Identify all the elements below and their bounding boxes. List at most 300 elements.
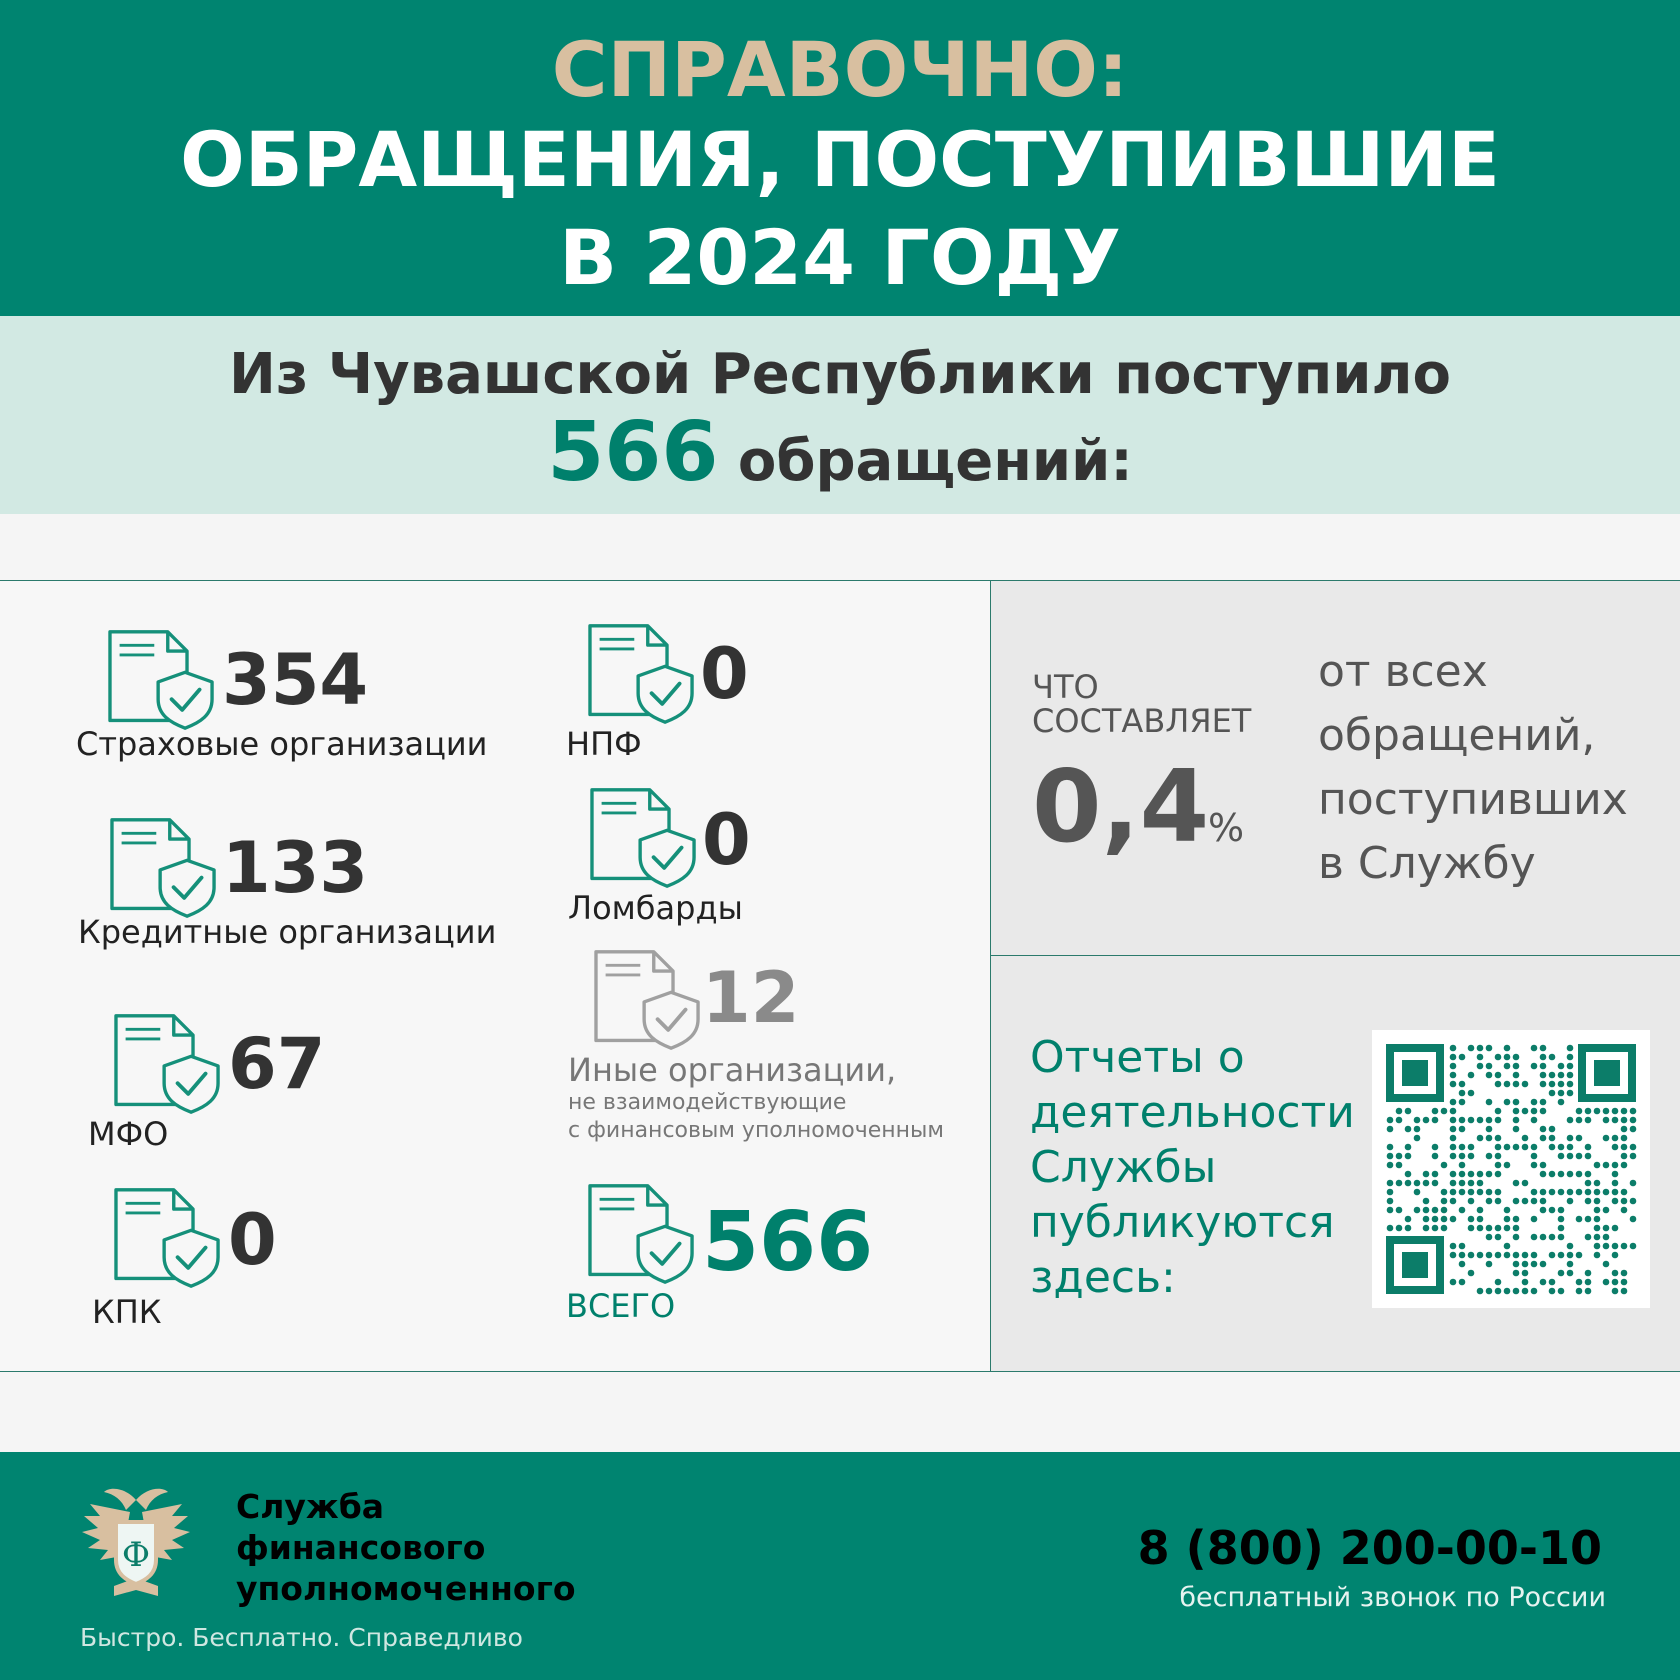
qr-module <box>1576 1252 1583 1259</box>
qr-module <box>1504 1045 1511 1052</box>
qr-module <box>1549 1081 1556 1088</box>
document-shield-check-icon <box>584 622 699 726</box>
qr-module <box>1459 1081 1466 1088</box>
qr-module <box>1621 1243 1628 1250</box>
qr-module <box>1594 1162 1601 1169</box>
stat-npf-label: НПФ <box>566 725 642 763</box>
qr-module <box>1558 1144 1565 1151</box>
qr-module <box>1513 1261 1520 1268</box>
qr-module <box>1630 1198 1637 1205</box>
qr-module <box>1558 1225 1565 1232</box>
qr-module <box>1621 1117 1628 1124</box>
qr-module <box>1621 1108 1628 1115</box>
qr-module <box>1405 1153 1412 1160</box>
qr-module <box>1486 1063 1493 1070</box>
qr-module <box>1486 1261 1493 1268</box>
qr-module <box>1558 1081 1565 1088</box>
qr-module <box>1459 1117 1466 1124</box>
qr-module <box>1405 1225 1412 1232</box>
qr-module <box>1468 1090 1475 1097</box>
qr-module <box>1576 1117 1583 1124</box>
reports-text-line: публикуются <box>1030 1197 1335 1248</box>
qr-module <box>1396 1180 1403 1187</box>
footer-phone[interactable]: 8 (800) 200-00-10 <box>1137 1521 1602 1575</box>
qr-module <box>1531 1216 1538 1223</box>
qr-module <box>1405 1144 1412 1151</box>
qr-module <box>1603 1261 1610 1268</box>
qr-module <box>1504 1099 1511 1106</box>
qr-module <box>1423 1117 1430 1124</box>
qr-module <box>1630 1144 1637 1151</box>
qr-module <box>1621 1135 1628 1142</box>
share-description-line: от всех <box>1318 646 1488 697</box>
qr-module <box>1477 1117 1484 1124</box>
qr-module <box>1540 1126 1547 1133</box>
qr-module <box>1513 1225 1520 1232</box>
qr-module <box>1450 1252 1457 1259</box>
qr-module <box>1531 1144 1538 1151</box>
qr-module <box>1549 1090 1556 1097</box>
qr-module <box>1513 1054 1520 1061</box>
share-description-line: обращений, <box>1318 710 1596 761</box>
qr-module <box>1558 1099 1565 1106</box>
qr-module <box>1585 1198 1592 1205</box>
qr-module <box>1495 1072 1502 1079</box>
qr-module <box>1468 1252 1475 1259</box>
qr-module <box>1558 1072 1565 1079</box>
qr-module <box>1522 1288 1529 1295</box>
qr-module <box>1531 1045 1538 1052</box>
qr-module <box>1495 1117 1502 1124</box>
qr-module <box>1495 1189 1502 1196</box>
qr-module <box>1549 1072 1556 1079</box>
qr-module <box>1522 1252 1529 1259</box>
qr-module <box>1405 1171 1412 1178</box>
summary-banner <box>0 316 1680 514</box>
qr-module <box>1567 1243 1574 1250</box>
qr-module <box>1576 1171 1583 1178</box>
stat-mfo-value: 67 <box>228 1023 326 1105</box>
qr-module <box>1486 1153 1493 1160</box>
qr-module <box>1549 1171 1556 1178</box>
stat-other-value: 12 <box>702 957 800 1039</box>
qr-module <box>1549 1054 1556 1061</box>
qr-module <box>1468 1216 1475 1223</box>
qr-module <box>1387 1189 1394 1196</box>
qr-module <box>1468 1144 1475 1151</box>
qr-module <box>1495 1198 1502 1205</box>
qr-module <box>1414 1189 1421 1196</box>
qr-module <box>1522 1135 1529 1142</box>
qr-module <box>1513 1216 1520 1223</box>
header-banner <box>0 0 1680 316</box>
qr-module <box>1414 1207 1421 1214</box>
reports-text-line: здесь: <box>1030 1252 1176 1303</box>
qr-module <box>1459 1189 1466 1196</box>
qr-module <box>1513 1099 1520 1106</box>
qr-module <box>1414 1126 1421 1133</box>
qr-module <box>1612 1288 1619 1295</box>
reports-text-line: деятельности <box>1030 1087 1355 1138</box>
qr-module <box>1495 1144 1502 1151</box>
qr-module <box>1450 1180 1457 1187</box>
qr-module <box>1558 1288 1565 1295</box>
qr-module <box>1531 1261 1538 1268</box>
qr-module <box>1612 1144 1619 1151</box>
qr-module <box>1576 1189 1583 1196</box>
qr-module <box>1486 1045 1493 1052</box>
stat-credit-value: 133 <box>222 827 369 909</box>
qr-module <box>1531 1099 1538 1106</box>
qr-module <box>1621 1189 1628 1196</box>
qr-module <box>1513 1108 1520 1115</box>
qr-module <box>1567 1072 1574 1079</box>
qr-module <box>1432 1144 1439 1151</box>
qr-module <box>1621 1279 1628 1286</box>
qr-module <box>1387 1162 1394 1169</box>
qr-module <box>1576 1288 1583 1295</box>
summary-total-unit: обращений: <box>737 429 1133 494</box>
qr-module <box>1450 1153 1457 1160</box>
qr-module <box>1567 1270 1574 1277</box>
qr-module <box>1423 1198 1430 1205</box>
qr-module <box>1594 1252 1601 1259</box>
qr-module <box>1567 1045 1574 1052</box>
qr-module <box>1477 1288 1484 1295</box>
qr-module <box>1468 1117 1475 1124</box>
qr-module <box>1387 1198 1394 1205</box>
qr-module <box>1594 1243 1601 1250</box>
summary-total-value: 566 <box>547 405 719 500</box>
document-shield-check-icon <box>106 816 221 920</box>
qr-module <box>1549 1288 1556 1295</box>
stat-insurance-label: Страховые организации <box>76 725 488 763</box>
qr-module <box>1396 1108 1403 1115</box>
qr-module <box>1522 1261 1529 1268</box>
qr-module <box>1459 1126 1466 1133</box>
qr-module <box>1549 1279 1556 1286</box>
qr-module <box>1603 1135 1610 1142</box>
qr-module <box>1522 1108 1529 1115</box>
qr-module <box>1486 1117 1493 1124</box>
qr-module <box>1513 1198 1520 1205</box>
stat-credit-label: Кредитные организации <box>78 913 497 951</box>
qr-module <box>1405 1180 1412 1187</box>
qr-module <box>1450 1126 1457 1133</box>
document-shield-check-icon <box>104 628 219 732</box>
qr-module <box>1504 1207 1511 1214</box>
qr-module <box>1612 1252 1619 1259</box>
qr-module <box>1504 1225 1511 1232</box>
qr-module <box>1612 1189 1619 1196</box>
qr-module <box>1459 1171 1466 1178</box>
qr-module <box>1495 1081 1502 1088</box>
qr-module <box>1441 1198 1448 1205</box>
qr-module <box>1603 1279 1610 1286</box>
qr-module <box>1432 1216 1439 1223</box>
qr-module <box>1612 1135 1619 1142</box>
qr-module <box>1495 1153 1502 1160</box>
qr-module <box>1477 1045 1484 1052</box>
qr-module <box>1612 1279 1619 1286</box>
qr-module <box>1531 1288 1538 1295</box>
qr-module <box>1567 1144 1574 1151</box>
qr-module <box>1594 1180 1601 1187</box>
header-title-line1: ОБРАЩЕНИЯ, ПОСТУПИВШИЕ <box>180 115 1500 204</box>
qr-module <box>1441 1162 1448 1169</box>
qr-module <box>1603 1225 1610 1232</box>
share-caption-line2: СОСТАВЛЯЕТ <box>1032 702 1252 740</box>
qr-module <box>1612 1270 1619 1277</box>
qr-module <box>1396 1117 1403 1124</box>
qr-module <box>1459 1279 1466 1286</box>
qr-module <box>1396 1225 1403 1232</box>
qr-module <box>1468 1270 1475 1277</box>
qr-module <box>1567 1081 1574 1088</box>
qr-module <box>1486 1099 1493 1106</box>
qr-module <box>1495 1108 1502 1115</box>
qr-module <box>1576 1108 1583 1115</box>
qr-module <box>1423 1216 1430 1223</box>
qr-module <box>1567 1261 1574 1268</box>
qr-module <box>1549 1234 1556 1241</box>
qr-module <box>1495 1135 1502 1142</box>
qr-module <box>1459 1144 1466 1151</box>
qr-module <box>1450 1081 1457 1088</box>
qr-module <box>1585 1144 1592 1151</box>
qr-module <box>1441 1189 1448 1196</box>
qr-module <box>1477 1207 1484 1214</box>
qr-module <box>1504 1216 1511 1223</box>
qr-module <box>1396 1207 1403 1214</box>
qr-module <box>1531 1108 1538 1115</box>
qr-module <box>1612 1180 1619 1187</box>
qr-module <box>1531 1063 1538 1070</box>
qr-module <box>1549 1144 1556 1151</box>
qr-code[interactable] <box>1372 1030 1650 1308</box>
qr-module <box>1522 1279 1529 1286</box>
qr-module <box>1504 1288 1511 1295</box>
qr-module <box>1513 1252 1520 1259</box>
qr-module <box>1477 1225 1484 1232</box>
qr-module <box>1450 1171 1457 1178</box>
qr-module <box>1432 1117 1439 1124</box>
qr-module <box>1558 1207 1565 1214</box>
qr-module <box>1585 1153 1592 1160</box>
qr-module <box>1432 1207 1439 1214</box>
qr-module <box>1423 1207 1430 1214</box>
qr-module <box>1477 1054 1484 1061</box>
qr-module <box>1405 1108 1412 1115</box>
qr-module <box>1459 1180 1466 1187</box>
qr-module <box>1558 1090 1565 1097</box>
qr-module <box>1549 1252 1556 1259</box>
qr-module <box>1486 1135 1493 1142</box>
qr-module <box>1612 1117 1619 1124</box>
qr-module <box>1468 1153 1475 1160</box>
stat-mfo-label: МФО <box>88 1115 169 1153</box>
summary-total-line <box>0 405 1680 507</box>
qr-module <box>1594 1189 1601 1196</box>
qr-module <box>1594 1225 1601 1232</box>
qr-module <box>1387 1126 1394 1133</box>
qr-module <box>1477 1216 1484 1223</box>
footer-org-name: Служба <box>236 1487 385 1526</box>
qr-module <box>1540 1162 1547 1169</box>
qr-module <box>1441 1108 1448 1115</box>
qr-module <box>1513 1063 1520 1070</box>
qr-module <box>1495 1288 1502 1295</box>
qr-module <box>1486 1252 1493 1259</box>
qr-module <box>1540 1045 1547 1052</box>
qr-module <box>1594 1198 1601 1205</box>
qr-module <box>1504 1054 1511 1061</box>
stat-kpk-label: КПК <box>92 1293 162 1331</box>
qr-module <box>1558 1270 1565 1277</box>
qr-module <box>1594 1216 1601 1223</box>
qr-module <box>1594 1234 1601 1241</box>
qr-module <box>1621 1153 1628 1160</box>
qr-module <box>1477 1135 1484 1142</box>
qr-module <box>1432 1108 1439 1115</box>
qr-module <box>1459 1243 1466 1250</box>
footer-slogan: Быстро. Бесплатно. Справедливо <box>80 1623 523 1652</box>
qr-module <box>1414 1135 1421 1142</box>
qr-module <box>1468 1225 1475 1232</box>
document-shield-check-icon <box>110 1186 225 1290</box>
qr-module <box>1549 1189 1556 1196</box>
qr-module <box>1459 1153 1466 1160</box>
qr-module <box>1504 1063 1511 1070</box>
qr-module <box>1504 1252 1511 1259</box>
document-shield-check-icon <box>584 1182 699 1286</box>
qr-module <box>1540 1207 1547 1214</box>
qr-module <box>1621 1162 1628 1169</box>
qr-module <box>1621 1198 1628 1205</box>
qr-module <box>1468 1189 1475 1196</box>
qr-module <box>1567 1153 1574 1160</box>
share-description-line: в Службу <box>1318 838 1536 889</box>
qr-module <box>1612 1171 1619 1178</box>
qr-module <box>1630 1108 1637 1115</box>
qr-module <box>1567 1090 1574 1097</box>
stat-total-value: 566 <box>702 1195 874 1290</box>
qr-module <box>1585 1279 1592 1286</box>
qr-module <box>1441 1216 1448 1223</box>
qr-module <box>1630 1243 1637 1250</box>
share-description-line: поступивших <box>1318 774 1628 825</box>
qr-module <box>1513 1180 1520 1187</box>
qr-module <box>1558 1189 1565 1196</box>
qr-module <box>1540 1081 1547 1088</box>
qr-module <box>1432 1153 1439 1160</box>
qr-module <box>1387 1144 1394 1151</box>
qr-module <box>1540 1063 1547 1070</box>
document-shield-check-icon <box>586 786 701 890</box>
qr-module <box>1468 1180 1475 1187</box>
qr-module <box>1585 1171 1592 1178</box>
stat-npf-value: 0 <box>700 633 749 715</box>
qr-module <box>1450 1099 1457 1106</box>
qr-module <box>1495 1162 1502 1169</box>
qr-module <box>1486 1072 1493 1079</box>
qr-module <box>1405 1126 1412 1133</box>
qr-module <box>1531 1153 1538 1160</box>
qr-module <box>1558 1252 1565 1259</box>
qr-module <box>1486 1126 1493 1133</box>
qr-module <box>1549 1207 1556 1214</box>
qr-module <box>1459 1207 1466 1214</box>
qr-module <box>1387 1180 1394 1187</box>
qr-module <box>1567 1171 1574 1178</box>
qr-module <box>1450 1243 1457 1250</box>
document-shield-check-icon <box>110 1012 225 1116</box>
footer-org-name: финансового <box>236 1528 486 1567</box>
qr-module <box>1540 1108 1547 1115</box>
qr-module <box>1540 1198 1547 1205</box>
qr-module <box>1630 1216 1637 1223</box>
qr-module <box>1531 1162 1538 1169</box>
qr-module <box>1477 1063 1484 1070</box>
qr-module <box>1630 1153 1637 1160</box>
qr-module <box>1513 1144 1520 1151</box>
qr-module <box>1549 1126 1556 1133</box>
qr-module <box>1585 1180 1592 1187</box>
qr-module <box>1423 1180 1430 1187</box>
qr-module <box>1513 1288 1520 1295</box>
qr-module <box>1423 1171 1430 1178</box>
qr-module <box>1567 1117 1574 1124</box>
stat-kpk-value: 0 <box>228 1199 277 1281</box>
qr-module <box>1585 1189 1592 1196</box>
stat-pawnshops-value: 0 <box>702 799 751 881</box>
reports-text-line: Отчеты о <box>1030 1032 1245 1083</box>
qr-module <box>1396 1153 1403 1160</box>
qr-module <box>1450 1045 1457 1052</box>
qr-module <box>1513 1072 1520 1079</box>
eagle-emblem-icon <box>66 1482 206 1622</box>
qr-module <box>1567 1189 1574 1196</box>
qr-module <box>1558 1216 1565 1223</box>
qr-module <box>1558 1153 1565 1160</box>
qr-module <box>1495 1234 1502 1241</box>
qr-module <box>1441 1225 1448 1232</box>
qr-module <box>1585 1117 1592 1124</box>
share-unit: % <box>1208 806 1245 850</box>
qr-module <box>1540 1234 1547 1241</box>
qr-module <box>1630 1126 1637 1133</box>
header-title-line2: В 2024 ГОДУ <box>559 213 1121 302</box>
qr-module <box>1567 1054 1574 1061</box>
qr-module <box>1513 1126 1520 1133</box>
qr-module <box>1459 1090 1466 1097</box>
qr-module <box>1540 1189 1547 1196</box>
qr-module <box>1450 1072 1457 1079</box>
qr-module <box>1477 1252 1484 1259</box>
stat-other-label: Иные организации, <box>568 1051 897 1089</box>
qr-module <box>1540 1099 1547 1106</box>
qr-module <box>1585 1108 1592 1115</box>
qr-module <box>1495 1279 1502 1286</box>
qr-module <box>1612 1198 1619 1205</box>
qr-module <box>1576 1216 1583 1223</box>
qr-module <box>1540 1171 1547 1178</box>
qr-module <box>1468 1072 1475 1079</box>
qr-module <box>1450 1198 1457 1205</box>
share-value: 0,4 <box>1032 748 1210 865</box>
qr-module <box>1522 1270 1529 1277</box>
footer-phone-note: бесплатный звонок по России <box>1179 1582 1606 1613</box>
